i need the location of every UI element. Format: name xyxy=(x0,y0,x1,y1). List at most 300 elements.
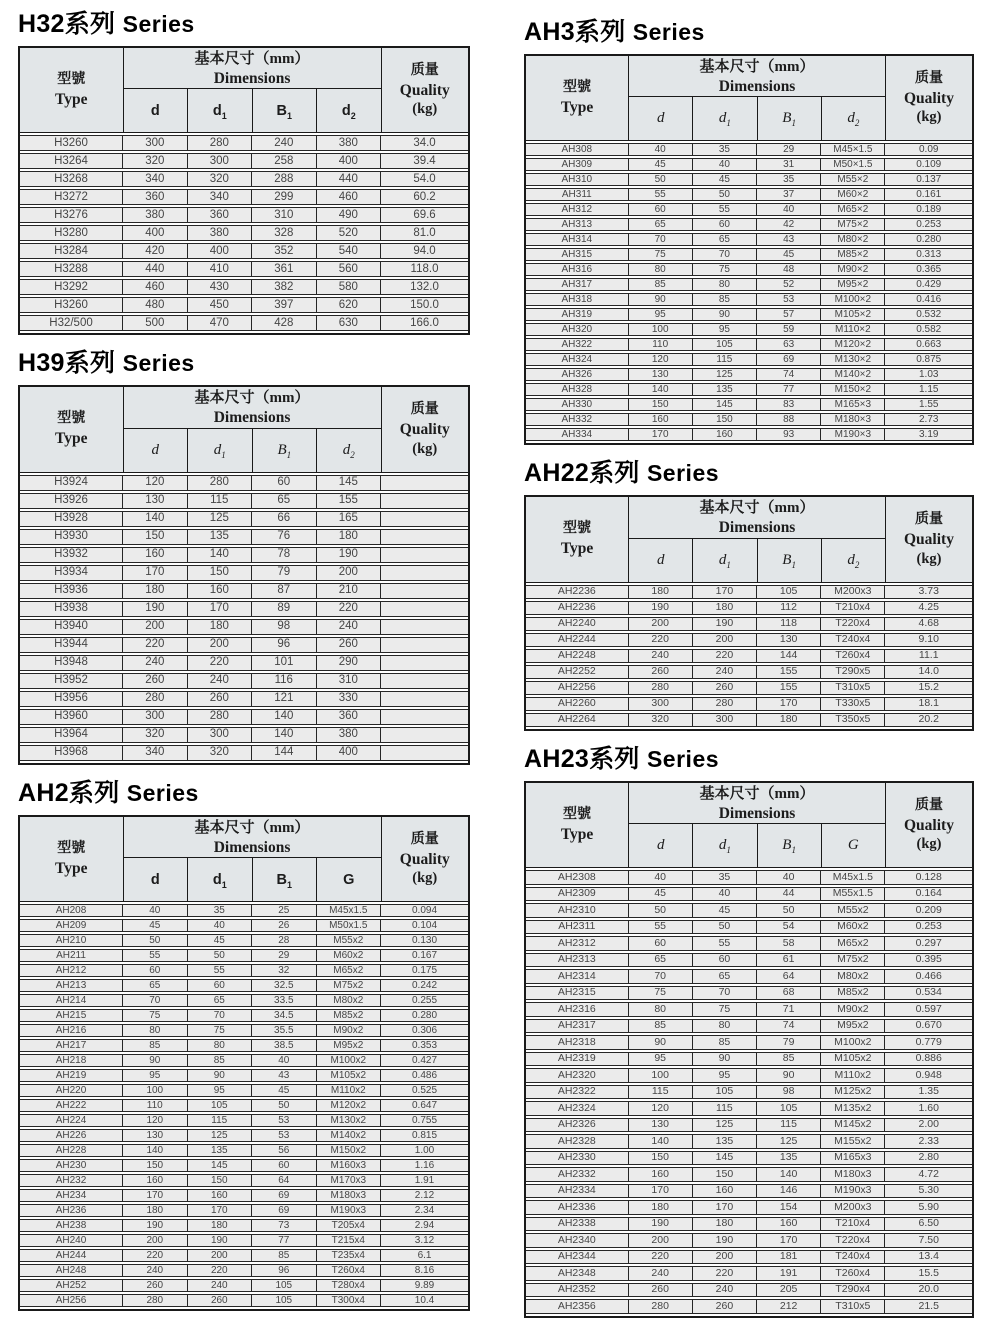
cell-d: 240 xyxy=(629,649,693,663)
series-title-text: AH23系列 xyxy=(524,744,640,773)
cell-d: 130 xyxy=(629,1118,693,1133)
cell-d2-or-g: M80x2 xyxy=(317,994,382,1007)
cell-d2-or-g: M165x3 xyxy=(821,1151,885,1166)
cell-type: H3260 xyxy=(20,297,123,313)
cell-d: 130 xyxy=(123,493,188,509)
header-type-en: Type xyxy=(55,90,88,108)
data-row-AH216 xyxy=(20,1024,468,1037)
header-type xyxy=(526,497,629,582)
data-row-AH2310 xyxy=(526,903,972,918)
header-col-d1: $d_1$ xyxy=(188,428,253,472)
cell-quality: 1.35 xyxy=(885,1085,972,1100)
cell-quality: 0.280 xyxy=(381,1009,468,1022)
cell-type: AH2338 xyxy=(526,1217,629,1232)
cell-b1: 121 xyxy=(252,691,317,707)
cell-b1: 60 xyxy=(252,1159,317,1172)
cell-type: H3928 xyxy=(20,511,123,527)
cell-d1: 260 xyxy=(693,1299,757,1314)
header-dims-cn: 基本尺寸（mm） xyxy=(194,50,310,67)
data-row-AH314 xyxy=(526,233,972,246)
data-row-AH308 xyxy=(526,143,972,156)
cell-b1: 328 xyxy=(252,225,317,241)
table-body xyxy=(20,133,468,333)
cell-type: AH2309 xyxy=(526,887,629,902)
cell-quality xyxy=(381,529,468,545)
cell-quality: 6.50 xyxy=(885,1217,972,1232)
cell-b1: 26 xyxy=(252,919,317,932)
cell-b1: 79 xyxy=(252,565,317,581)
cell-d2-or-g: M90x2 xyxy=(821,1002,885,1017)
cell-d2-or-g: M160x3 xyxy=(317,1159,382,1172)
cell-type: H3284 xyxy=(20,243,123,259)
cell-b1: 140 xyxy=(252,709,317,725)
header-dims-en: Dimensions xyxy=(213,838,291,856)
cell-quality: 0.582 xyxy=(885,323,972,336)
series-title-ah22 xyxy=(524,459,974,488)
cell-type: AH226 xyxy=(20,1129,123,1142)
cell-type: AH214 xyxy=(20,994,123,1007)
cell-d2-or-g: 360 xyxy=(317,709,382,725)
cell-b1: 61 xyxy=(757,953,821,968)
cell-d1: 200 xyxy=(188,1249,253,1262)
cell-d2-or-g: M95×2 xyxy=(821,278,885,291)
cell-type: H3938 xyxy=(20,601,123,617)
cell-d1: 50 xyxy=(693,188,757,201)
cell-d1: 240 xyxy=(693,1283,757,1298)
header-type xyxy=(526,56,629,141)
cell-d1: 125 xyxy=(188,1129,253,1142)
cell-d: 240 xyxy=(123,1264,188,1277)
cell-quality: 166.0 xyxy=(381,315,468,331)
cell-d: 170 xyxy=(123,565,188,581)
cell-d2-or-g: M120×2 xyxy=(821,338,885,351)
header-quality-unit: (kg) xyxy=(412,101,438,118)
cell-type: AH308 xyxy=(526,143,629,156)
cell-type: H3960 xyxy=(20,709,123,725)
series-title-suffix: Series xyxy=(126,779,199,806)
header-type-cn: 型號 xyxy=(563,806,592,822)
cell-type: AH209 xyxy=(20,919,123,932)
cell-d1: 260 xyxy=(693,681,757,695)
cell-quality xyxy=(381,673,468,689)
cell-type: H3260 xyxy=(20,135,123,151)
cell-d: 85 xyxy=(123,1039,188,1052)
header-col-d: d xyxy=(123,858,188,902)
cell-d: 75 xyxy=(629,248,693,261)
cell-d: 200 xyxy=(123,1234,188,1247)
cell-d: 55 xyxy=(123,949,188,962)
data-row-AH2326 xyxy=(526,1118,972,1133)
cell-quality: 1.60 xyxy=(885,1101,972,1116)
data-row-AH332 xyxy=(526,413,972,426)
data-row-AH213 xyxy=(20,979,468,992)
cell-d: 140 xyxy=(629,1134,693,1149)
cell-quality: 0.815 xyxy=(381,1129,468,1142)
cell-b1: 397 xyxy=(252,297,317,313)
cell-d1: 180 xyxy=(693,601,757,615)
header-quality-unit: (kg) xyxy=(916,109,942,126)
cell-type: AH2312 xyxy=(526,936,629,951)
data-row-AH324 xyxy=(526,353,972,366)
header-col-d: d xyxy=(123,428,188,472)
cell-type: H3280 xyxy=(20,225,123,241)
data-row-H3288 xyxy=(20,261,468,277)
cell-b1: 288 xyxy=(252,171,317,187)
cell-d2-or-g: T260x4 xyxy=(821,649,885,663)
cell-d2-or-g: M180x3 xyxy=(317,1189,382,1202)
cell-b1: 58 xyxy=(757,936,821,951)
cell-d1: 60 xyxy=(693,218,757,231)
cell-d: 170 xyxy=(629,1184,693,1199)
cell-b1: 155 xyxy=(757,665,821,679)
cell-quality: 0.094 xyxy=(381,904,468,917)
cell-d: 40 xyxy=(629,143,693,156)
cell-d2-or-g: T240x4 xyxy=(821,1250,885,1265)
table-body xyxy=(526,583,972,729)
cell-d1: 280 xyxy=(188,135,253,151)
header-col-d1: $d_1$ xyxy=(693,538,757,582)
cell-d: 190 xyxy=(123,1219,188,1232)
cell-quality xyxy=(381,655,468,671)
cell-quality: 0.253 xyxy=(885,920,972,935)
data-row-H3268 xyxy=(20,171,468,187)
cell-d2-or-g: M105x2 xyxy=(821,1052,885,1067)
cell-d: 160 xyxy=(629,1167,693,1182)
cell-type: AH2252 xyxy=(526,665,629,679)
data-row-AH2328 xyxy=(526,1134,972,1149)
cell-quality: 15.2 xyxy=(885,681,972,695)
cell-d: 160 xyxy=(123,1174,188,1187)
cell-d1: 170 xyxy=(693,585,757,599)
header-quality-en: Quality xyxy=(399,81,450,99)
cell-d: 220 xyxy=(123,637,188,653)
data-row-H3260 xyxy=(20,297,468,313)
series-title-ah23 xyxy=(524,745,974,774)
cell-d1: 160 xyxy=(693,1184,757,1199)
data-row-AH311 xyxy=(526,188,972,201)
data-row-AH2260 xyxy=(526,697,972,711)
cell-d1: 45 xyxy=(188,934,253,947)
cell-type: AH218 xyxy=(20,1054,123,1067)
cell-quality: 9.89 xyxy=(381,1279,468,1292)
data-row-AH318 xyxy=(526,293,972,306)
cell-d2-or-g: 200 xyxy=(317,565,382,581)
cell-type: H3936 xyxy=(20,583,123,599)
cell-d2-or-g: M75x2 xyxy=(317,979,382,992)
cell-d: 400 xyxy=(123,225,188,241)
data-row-AH317 xyxy=(526,278,972,291)
data-row-H3276 xyxy=(20,207,468,223)
cell-d2-or-g: T310x5 xyxy=(821,1299,885,1314)
cell-type: AH2348 xyxy=(526,1266,629,1281)
series-section-ah23 xyxy=(524,745,974,1318)
cell-d2-or-g: M190x3 xyxy=(821,1184,885,1199)
header-quality-cn: 质量 xyxy=(410,831,439,847)
cell-b1: 310 xyxy=(252,207,317,223)
cell-d: 150 xyxy=(629,398,693,411)
cell-quality: 54.0 xyxy=(381,171,468,187)
cell-d2-or-g: M105×2 xyxy=(821,308,885,321)
cell-d2-or-g: 380 xyxy=(317,727,382,743)
cell-type: AH2332 xyxy=(526,1167,629,1182)
cell-type: AH212 xyxy=(20,964,123,977)
cell-d1: 55 xyxy=(188,964,253,977)
cell-quality xyxy=(381,709,468,725)
cell-d1: 300 xyxy=(693,713,757,727)
cell-b1: 89 xyxy=(252,601,317,617)
cell-type: H3968 xyxy=(20,745,123,761)
header-quality xyxy=(381,817,468,902)
cell-d2-or-g: M120x2 xyxy=(317,1099,382,1112)
cell-b1: 240 xyxy=(252,135,317,151)
cell-b1: 76 xyxy=(252,529,317,545)
cell-quality: 5.30 xyxy=(885,1184,972,1199)
cell-d: 95 xyxy=(629,1052,693,1067)
cell-d2-or-g: 440 xyxy=(317,171,382,187)
cell-b1: 59 xyxy=(757,323,821,336)
cell-quality: 1.16 xyxy=(381,1159,468,1172)
cell-d1: 85 xyxy=(693,1035,757,1050)
cell-d1: 280 xyxy=(188,709,253,725)
cell-b1: 43 xyxy=(757,233,821,246)
cell-b1: 69 xyxy=(252,1189,317,1202)
cell-type: AH211 xyxy=(20,949,123,962)
header-type-cn: 型號 xyxy=(57,71,86,87)
cell-d: 280 xyxy=(123,1294,188,1307)
data-row-AH217 xyxy=(20,1039,468,1052)
cell-d2-or-g: T240x4 xyxy=(821,633,885,647)
header-col-d2: $d_2$ xyxy=(821,97,885,141)
cell-d: 190 xyxy=(629,1217,693,1232)
cell-d2-or-g: M130×2 xyxy=(821,353,885,366)
series-section-ah2 xyxy=(18,779,470,1311)
header-dimensions xyxy=(123,817,381,858)
cell-quality: 13.4 xyxy=(885,1250,972,1265)
cell-d1: 70 xyxy=(188,1009,253,1022)
data-row-AH228 xyxy=(20,1144,468,1157)
cell-quality: 150.0 xyxy=(381,297,468,313)
header-dims-cn: 基本尺寸（mm） xyxy=(699,58,815,75)
cell-d1: 160 xyxy=(693,428,757,441)
header-quality xyxy=(885,56,972,141)
cell-type: H3934 xyxy=(20,565,123,581)
data-row-AH2252 xyxy=(526,665,972,679)
cell-b1: 53 xyxy=(252,1114,317,1127)
header-quality-en: Quality xyxy=(399,850,450,868)
cell-d2-or-g: M140x2 xyxy=(317,1129,382,1142)
series-title-text: H32系列 xyxy=(18,10,116,38)
cell-type: H3926 xyxy=(20,493,123,509)
cell-d1: 160 xyxy=(188,1189,253,1202)
cell-d2-or-g: T220x4 xyxy=(821,617,885,631)
right-column xyxy=(524,10,974,1318)
cell-type: AH2316 xyxy=(526,1002,629,1017)
header-col-d1: $d_1$ xyxy=(188,89,253,133)
cell-d2-or-g: T330x5 xyxy=(821,697,885,711)
cell-type: AH2318 xyxy=(526,1035,629,1050)
cell-b1: 50 xyxy=(252,1099,317,1112)
cell-type: AH2236 xyxy=(526,601,629,615)
cell-d: 90 xyxy=(629,293,693,306)
cell-d: 70 xyxy=(629,233,693,246)
cell-d: 180 xyxy=(629,585,693,599)
cell-type: AH310 xyxy=(526,173,629,186)
cell-d1: 95 xyxy=(693,1068,757,1083)
cell-b1: 69 xyxy=(757,353,821,366)
cell-d: 360 xyxy=(123,189,188,205)
cell-d: 70 xyxy=(123,994,188,1007)
cell-d2-or-g: M45x1.5 xyxy=(821,870,885,885)
cell-b1: 29 xyxy=(252,949,317,962)
cell-b1: 90 xyxy=(757,1068,821,1083)
cell-d2-or-g: 380 xyxy=(317,135,382,151)
cell-d: 220 xyxy=(123,1249,188,1262)
data-row-AH2236 xyxy=(526,585,972,599)
table-header xyxy=(526,497,972,583)
cell-quality xyxy=(381,619,468,635)
header-quality-cn: 质量 xyxy=(914,797,943,813)
data-row-AH2313 xyxy=(526,953,972,968)
cell-quality: 0.663 xyxy=(885,338,972,351)
header-quality-unit: (kg) xyxy=(412,869,438,886)
cell-d1: 80 xyxy=(188,1039,253,1052)
header-dims-en: Dimensions xyxy=(718,804,796,822)
cell-type: AH2317 xyxy=(526,1019,629,1034)
cell-d2-or-g: 560 xyxy=(317,261,382,277)
data-row-H32/500 xyxy=(20,315,468,331)
header-quality xyxy=(381,48,468,133)
cell-b1: 73 xyxy=(252,1219,317,1232)
cell-quality: 0.297 xyxy=(885,936,972,951)
header-col-b1: $B_1$ xyxy=(757,97,821,141)
data-row-H3924 xyxy=(20,475,468,491)
data-row-AH319 xyxy=(526,308,972,321)
cell-quality: 118.0 xyxy=(381,261,468,277)
col-subscript: 1 xyxy=(221,879,227,890)
cell-type: AH322 xyxy=(526,338,629,351)
cell-d1: 80 xyxy=(693,1019,757,1034)
cell-type: H3940 xyxy=(20,619,123,635)
cell-d: 240 xyxy=(123,655,188,671)
cell-type: AH2334 xyxy=(526,1184,629,1199)
cell-quality: 3.19 xyxy=(885,428,972,441)
cell-d2-or-g: 240 xyxy=(317,619,382,635)
cell-type: AH334 xyxy=(526,428,629,441)
cell-type: AH219 xyxy=(20,1069,123,1082)
cell-quality: 0.306 xyxy=(381,1024,468,1037)
header-row-1 xyxy=(526,56,972,97)
cell-quality: 0.130 xyxy=(381,934,468,947)
header-dims-en: Dimensions xyxy=(213,409,291,427)
cell-b1: 71 xyxy=(757,1002,821,1017)
cell-d: 300 xyxy=(123,135,188,151)
cell-quality xyxy=(381,493,468,509)
cell-quality: 7.50 xyxy=(885,1233,972,1248)
data-row-H3948 xyxy=(20,655,468,671)
cell-b1: 43 xyxy=(252,1069,317,1082)
cell-d: 160 xyxy=(629,413,693,426)
cell-d2-or-g: 210 xyxy=(317,583,382,599)
series-table-ah22 xyxy=(524,495,974,731)
cell-d: 40 xyxy=(123,904,188,917)
cell-d1: 135 xyxy=(188,529,253,545)
cell-d: 45 xyxy=(629,158,693,171)
series-table-ah3 xyxy=(524,54,974,446)
cell-b1: 144 xyxy=(757,649,821,663)
cell-d2-or-g: T235x4 xyxy=(317,1249,382,1262)
col-subscript: 1 xyxy=(726,118,731,129)
cell-d: 130 xyxy=(629,368,693,381)
header-col-b1: $B_1$ xyxy=(757,824,821,868)
cell-d1: 380 xyxy=(188,225,253,241)
cell-d1: 65 xyxy=(693,969,757,984)
header-col-d2: $d_2$ xyxy=(317,89,382,133)
cell-d1: 85 xyxy=(693,293,757,306)
header-row-1 xyxy=(20,48,468,89)
cell-d: 45 xyxy=(629,887,693,902)
cell-type: H3930 xyxy=(20,529,123,545)
cell-d: 90 xyxy=(629,1035,693,1050)
cell-quality: 94.0 xyxy=(381,243,468,259)
data-row-H3284 xyxy=(20,243,468,259)
cell-d1: 190 xyxy=(693,1233,757,1248)
cell-quality xyxy=(381,511,468,527)
cell-b1: 205 xyxy=(757,1283,821,1298)
cell-d2-or-g: M85×2 xyxy=(821,248,885,261)
header-col-g: G xyxy=(821,824,885,868)
col-subscript: 1 xyxy=(726,559,731,570)
cell-quality: 2.34 xyxy=(381,1204,468,1217)
cell-type: H3964 xyxy=(20,727,123,743)
cell-quality: 1.00 xyxy=(381,1144,468,1157)
cell-d1: 125 xyxy=(188,511,253,527)
col-subscript: 1 xyxy=(791,845,796,856)
cell-b1: 212 xyxy=(757,1299,821,1314)
cell-b1: 35 xyxy=(757,173,821,186)
cell-d1: 150 xyxy=(188,565,253,581)
cell-quality: 39.4 xyxy=(381,153,468,169)
data-row-AH208 xyxy=(20,904,468,917)
data-row-AH2240 xyxy=(526,617,972,631)
cell-d1: 430 xyxy=(188,279,253,295)
cell-d2-or-g: T290x4 xyxy=(821,1283,885,1298)
cell-d2-or-g: M165×3 xyxy=(821,398,885,411)
data-row-AH315 xyxy=(526,248,972,261)
cell-d1: 145 xyxy=(693,1151,757,1166)
data-row-AH2336 xyxy=(526,1200,972,1215)
cell-quality: 2.00 xyxy=(885,1118,972,1133)
cell-type: H3292 xyxy=(20,279,123,295)
data-row-AH2319 xyxy=(526,1052,972,1067)
cell-d: 500 xyxy=(123,315,188,331)
cell-b1: 428 xyxy=(252,315,317,331)
cell-b1: 85 xyxy=(252,1249,317,1262)
cell-d: 65 xyxy=(629,953,693,968)
cell-d: 180 xyxy=(123,583,188,599)
data-row-H3952 xyxy=(20,673,468,689)
series-section-ah3 xyxy=(524,18,974,445)
data-row-AH244 xyxy=(20,1249,468,1262)
cell-d2-or-g: M85x2 xyxy=(317,1009,382,1022)
cell-d: 260 xyxy=(123,1279,188,1292)
cell-type: AH316 xyxy=(526,263,629,276)
cell-d1: 55 xyxy=(693,203,757,216)
cell-d1: 115 xyxy=(188,1114,253,1127)
header-col-d2: $d_2$ xyxy=(317,428,382,472)
cell-d: 60 xyxy=(629,203,693,216)
cell-d: 45 xyxy=(123,919,188,932)
data-row-AH322 xyxy=(526,338,972,351)
